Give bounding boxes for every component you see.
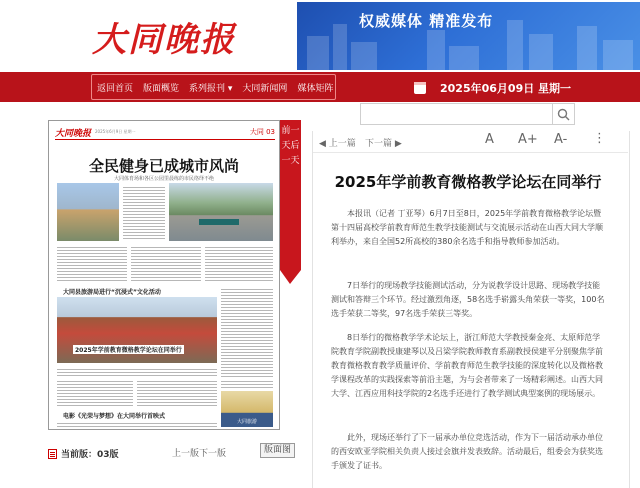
nav-item-overview[interactable]: 版面概览 (143, 83, 180, 94)
nav-item-media-matrix[interactable]: 媒体矩阵 (297, 83, 334, 94)
font-decrease-button[interactable]: A- (554, 132, 568, 147)
article-title: 2025年学前教育微格教学论坛在同举行 (334, 173, 602, 191)
search-button[interactable] (553, 103, 575, 125)
ad-text: 大同旅游 (236, 419, 257, 425)
calendar-icon[interactable] (414, 82, 426, 94)
day-navigation-label: 前一天后一天 (281, 126, 300, 166)
prev-article-button[interactable]: ◀ 上一篇 (319, 139, 356, 149)
article-text-block[interactable] (137, 379, 217, 407)
article-text-block[interactable] (221, 287, 273, 377)
nav-item-news-site[interactable]: 大同新闻网 (242, 83, 288, 94)
table-tennis-table (199, 219, 239, 225)
paper-story-head-3[interactable]: 电影《光荣与梦想》在大同举行首映式 (63, 413, 166, 420)
tab-ribbon-tail (280, 270, 301, 284)
current-date: 2025年06月09日 星期一 (440, 82, 572, 95)
nav-item-home[interactable]: 返回首页 (97, 83, 134, 94)
article-text-block[interactable] (205, 245, 273, 281)
article-toolbar (313, 131, 628, 153)
article-text-block[interactable] (57, 367, 217, 377)
page-image-button[interactable]: 版面图 (260, 443, 295, 458)
arrow-left-icon: ◀ (319, 139, 329, 149)
nav-item-series[interactable]: 系列报刊 ▾ (189, 83, 233, 94)
article-paragraph: 本报讯（记者 丁亚琴）6月7日至8日，2025年学前教育微格教学论坛暨第十四届高校学前教育师范生教学技能测试与交流展示活动在山西大同大学顺利举办，来自全国52所高校的380余名选手和指导教师参加活动。 (331, 209, 603, 246)
prev-page-link[interactable]: 上一版 (172, 449, 200, 459)
photo-dancers[interactable] (57, 183, 119, 241)
article-text-block[interactable] (57, 421, 217, 429)
article-text-block[interactable] (57, 379, 133, 407)
photo-table-tennis[interactable] (169, 183, 273, 241)
paper-subheadline: 大同体育场和各区公园里晨练的市民络绎不绝 (113, 176, 214, 182)
article-text-block[interactable] (131, 245, 201, 281)
paper-date: 2025年6月9日 星期一 (95, 129, 136, 134)
article-paragraph: 8日举行的微格教学学术论坛上，浙江师范大学教授秦金亮、太原师范学院教育学院副教授康建琴以及吕梁学院教师教育系副教授侯建平分别聚焦学前教育微格教育教学质量评价、学前教育师范生教学技能的深度转化以及微格教学课程改革的实践探索等前沿主题，为与会者带来了一场精彩阐述。山西大同大学、江西应用科技学院的2名选手还进行了教学测试典型案例的现场展示。 (331, 333, 603, 398)
search-input[interactable] (360, 103, 553, 125)
paper-story-head-2[interactable]: 2025年学前教育微格教学论坛在同举行 (75, 347, 182, 354)
nav-menu (91, 74, 336, 100)
site-header (0, 0, 640, 72)
font-normal-button[interactable]: A (485, 132, 494, 147)
article-paragraph: 此外，现场还举行了下一届承办单位竞选活动，作为下一届活动承办单位的西安欧亚学院相关负责人接过会旗并发表致辞。活动最后，组委会为获奖选手颁发了证书。 (331, 433, 603, 470)
paper-headline[interactable]: 全民健身已成城市风尚 (88, 157, 239, 175)
promo-banner (297, 2, 640, 70)
date-display (414, 80, 571, 96)
newspaper-page-image[interactable] (48, 120, 280, 430)
next-article-button[interactable]: 下一篇 ▶ (365, 139, 402, 149)
day-navigation-tab[interactable] (280, 120, 301, 270)
page-icon (48, 449, 57, 459)
site-logo[interactable]: 大同晚报 (92, 20, 236, 60)
font-increase-button[interactable]: A+ (518, 132, 538, 147)
paper-logo: 大同晚报 (55, 129, 92, 139)
banner-slogan: 权威媒体 精准发布 (359, 12, 494, 30)
next-page-link[interactable]: 下一版 (199, 449, 227, 459)
current-page-indicator (48, 447, 119, 460)
paper-edition: 大同 03 (249, 128, 275, 136)
ad-block[interactable] (221, 391, 273, 427)
toolbar-divider (313, 152, 628, 153)
article-scroll-track[interactable] (629, 131, 630, 488)
paper-masthead (55, 126, 275, 140)
more-options-icon[interactable]: ⋮ (593, 131, 606, 146)
current-page-label: 当前版：03版 (61, 450, 119, 460)
arrow-right-icon: ▶ (392, 139, 402, 149)
article-text-block[interactable] (221, 379, 273, 389)
article-text-block[interactable] (123, 185, 165, 239)
article-panel (312, 131, 627, 488)
paper-story-head-1[interactable]: 大同县旅游局进行“沉浸式”文化活动 (63, 289, 161, 296)
article-paragraph: 7日举行的现场教学技能测试活动，分为说教学设计思路、现场教学技能测试和答辩三个环节。经过激烈角逐，58名选手崭露头角荣获一等奖，100名选手荣获二等奖，97名选手荣获三等奖。 (331, 281, 605, 318)
search-icon (557, 108, 570, 121)
article-text-block[interactable] (57, 245, 127, 281)
